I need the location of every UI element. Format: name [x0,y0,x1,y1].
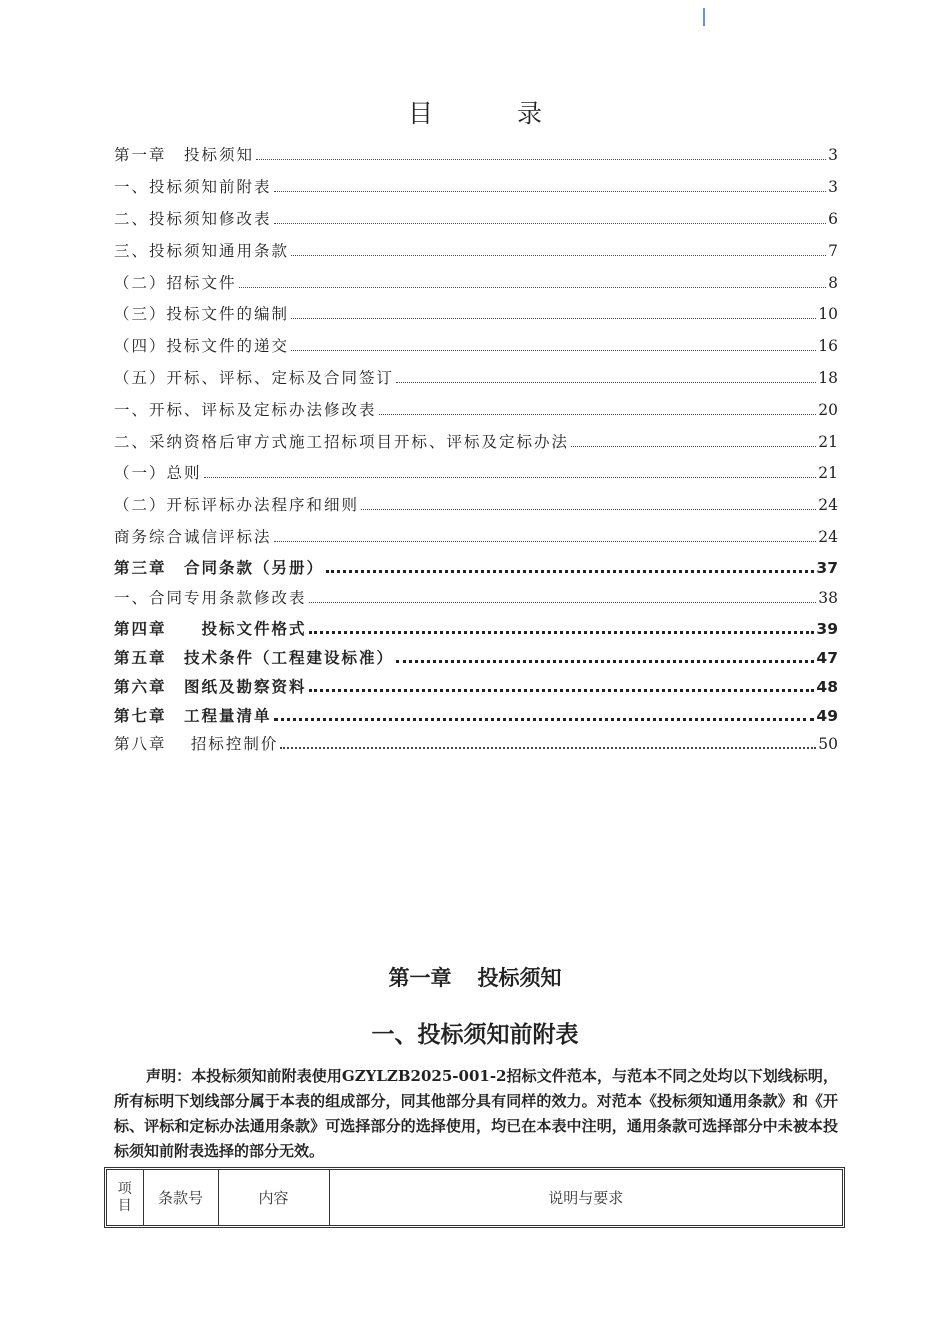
header-clause-number: 条款号 [143,1170,218,1225]
toc-entry-label: （二）开标评标办法程序和细则 [114,496,360,514]
toc-entry[interactable] [114,240,838,262]
toc-leader-dots [274,191,827,192]
toc-entry-label: 第五章 技术条件（工程建设标准） [114,649,395,667]
toc-leader-dots [291,350,816,351]
toc-entry-page: 21 [818,464,838,482]
toc-leader-dots [291,318,816,319]
toc-entry[interactable] [114,208,838,230]
toc-entry[interactable] [114,367,838,389]
toc-entry-label: （二）招标文件 [114,274,237,292]
toc-entry-page: 10 [818,305,838,323]
toc-entry[interactable] [114,618,838,640]
toc-leader-dots [309,602,817,603]
toc-entry[interactable] [114,557,838,579]
toc-entry-page: 3 [828,146,838,164]
toc-entry[interactable] [114,335,838,357]
toc-leader-dots [309,631,815,634]
toc-entry[interactable] [114,272,838,294]
header-item: 项目 [117,1180,132,1214]
toc-entry[interactable] [114,676,838,698]
toc-entry[interactable] [114,587,838,609]
toc-leader-dots [291,255,826,256]
toc-entry-page: 48 [816,678,838,696]
toc-entry-page: 39 [816,620,838,638]
toc-entry-label: （三）投标文件的编制 [114,305,290,323]
toc-entry-page: 7 [828,242,838,260]
section-heading: 一、投标须知前附表 [371,1022,579,1048]
toc-entry-label: 一、开标、评标及定标办法修改表 [114,401,377,419]
toc-entry-page: 18 [818,369,838,387]
toc-entry[interactable] [114,144,838,166]
toc-entry-page: 20 [818,401,838,419]
toc-entry-label: 二、采纳资格后审方式施工招标项目开标、评标及定标办法 [114,433,570,451]
toc-leader-dots [326,570,814,573]
toc-entry-page: 8 [828,274,838,292]
toc-entry[interactable] [114,431,838,453]
chapter-number: 第一章 [388,966,452,990]
toc-entry-page: 50 [818,735,838,753]
toc-entry-label: 二、投标须知修改表 [114,210,272,228]
toc-entry[interactable] [114,176,838,198]
toc-entry-label: 第四章 投标文件格式 [114,620,307,638]
header-description: 说明与要求 [329,1170,842,1225]
toc-entry[interactable] [114,494,838,516]
toc-entry[interactable] [114,399,838,421]
toc-entry-page: 47 [816,649,838,667]
toc-leader-dots [396,660,814,663]
toc-entry-label: 第八章 招标控制价 [114,735,279,753]
toc-entry-label: 商务综合诚信评标法 [114,528,272,546]
toc-title: 目录 [407,99,626,128]
toc-entry-label: 第一章 投标须知 [114,146,255,164]
toc-leader-dots [280,747,816,749]
toc-entry-label: 第七章 工程量清单 [114,707,272,725]
toc-entry[interactable] [114,462,838,484]
chapter-heading [0,962,950,992]
toc-leader-dots [309,689,815,692]
header-content: 内容 [218,1170,329,1225]
toc-entry[interactable] [114,733,838,755]
toc-entry[interactable] [114,705,838,727]
toc-leader-dots [361,509,816,510]
toc-leader-dots [204,477,817,478]
toc-entry[interactable] [114,303,838,325]
toc-leader-dots [274,223,827,224]
toc-leader-dots [274,718,815,721]
toc-entry-page: 24 [818,496,838,514]
toc-entry-page: 38 [818,589,838,607]
chapter-name: 投标须知 [477,966,562,990]
table-header-row [107,1170,842,1225]
toc-entry[interactable] [114,647,838,669]
toc-entry-label: 三、投标须知通用条款 [114,242,290,260]
toc-leader-dots [274,541,817,542]
toc-entry-page: 3 [828,178,838,196]
toc-entry-page: 21 [818,433,838,451]
toc-entry-label: （四）投标文件的递交 [114,337,290,355]
toc-entry-label: 一、合同专用条款修改表 [114,589,307,607]
toc-entry-page: 16 [818,337,838,355]
toc-leader-dots [379,414,817,415]
toc-entry-label: （五）开标、评标、定标及合同签订 [114,369,395,387]
toc-entry-label: （一）总则 [114,464,202,482]
toc-entry-page: 24 [818,528,838,546]
toc-leader-dots [571,446,816,447]
toc-leader-dots [396,382,816,383]
text-cursor-marker [703,8,705,26]
toc-leader-dots [256,159,826,160]
toc-entry-label: 一、投标须知前附表 [114,178,272,196]
toc-entry-page: 49 [816,707,838,725]
toc-entry[interactable] [114,526,838,548]
toc-entry-label: 第三章 合同条款（另册） [114,559,325,577]
bid-notice-table [104,1167,845,1228]
toc-entry-page: 6 [828,210,838,228]
statement-paragraph: 声明：本投标须知前附表使用GZYLZB2025-001-2招标文件范本，与范本不同之处均以下划线标明，所有标明下划线部分属于本表的组成部分，同其他部分具有同样的效力。对范本《投标须知通用条款》和《开标、评标和定标办法通用条款》可选择部分的选择使用，均已在本表中注明，通用条款可选择部分中未被本投标须知前附表选择的部分无效。 [114,1067,838,1160]
toc-entry-page: 37 [816,559,838,577]
toc-leader-dots [239,287,827,288]
toc-entry-label: 第六章 图纸及勘察资料 [114,678,307,696]
